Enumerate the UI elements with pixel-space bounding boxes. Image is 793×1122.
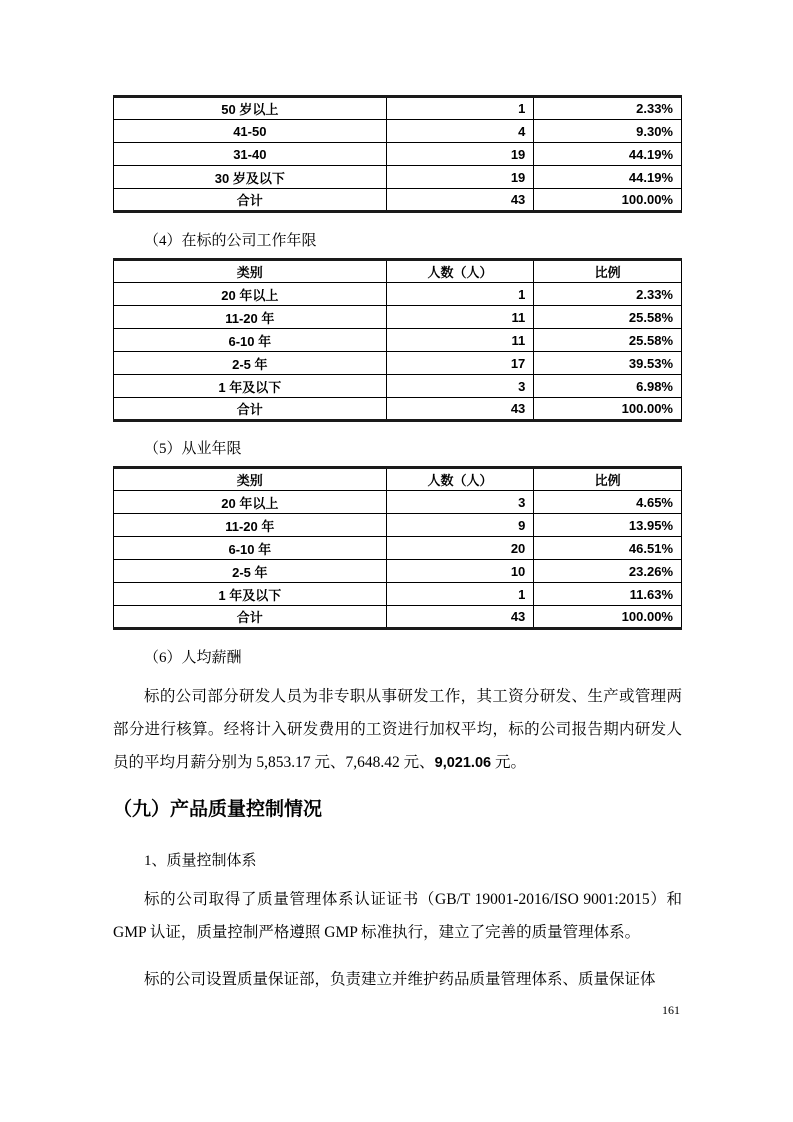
cell-count: 19 — [386, 166, 534, 189]
header-category: 类别 — [114, 260, 387, 283]
cell-ratio: 9.30% — [534, 120, 682, 143]
cell-category: 11-20 年 — [114, 306, 387, 329]
table-row — [114, 143, 682, 166]
cell-ratio: 2.33% — [534, 283, 682, 306]
salary-text-2: 元。 — [491, 754, 526, 771]
cell-ratio: 46.51% — [534, 537, 682, 560]
cell-count: 9 — [386, 514, 534, 537]
cell-category: 合计 — [114, 398, 387, 421]
cell-ratio: 11.63% — [534, 583, 682, 606]
cell-category: 50 岁以上 — [114, 97, 387, 120]
table-total-row — [114, 189, 682, 212]
cell-ratio: 100.00% — [534, 189, 682, 212]
cell-category: 20 年以上 — [114, 491, 387, 514]
table-row — [114, 537, 682, 560]
cell-category: 合计 — [114, 606, 387, 629]
cell-count: 20 — [386, 537, 534, 560]
section-5-title: （5）从业年限 — [144, 441, 242, 457]
cell-category: 20 年以上 — [114, 283, 387, 306]
header-count: 人数（人） — [386, 260, 534, 283]
age-distribution-table — [113, 95, 682, 213]
cell-count: 3 — [386, 375, 534, 398]
industry-experience-table — [113, 466, 682, 630]
cell-ratio: 100.00% — [534, 606, 682, 629]
cell-category: 6-10 年 — [114, 537, 387, 560]
table-header-row — [114, 260, 682, 283]
cell-count: 1 — [386, 97, 534, 120]
cell-count: 43 — [386, 606, 534, 629]
cell-category: 1 年及以下 — [114, 375, 387, 398]
company-tenure-table — [113, 258, 682, 422]
cell-category: 31-40 — [114, 143, 387, 166]
table-row — [114, 97, 682, 120]
cell-ratio: 44.19% — [534, 143, 682, 166]
cell-category: 合计 — [114, 189, 387, 212]
cell-category: 30 岁及以下 — [114, 166, 387, 189]
cell-count: 1 — [386, 283, 534, 306]
cell-count: 43 — [386, 189, 534, 212]
cell-category: 1 年及以下 — [114, 583, 387, 606]
table-row — [114, 514, 682, 537]
table-row — [114, 560, 682, 583]
cell-category: 11-20 年 — [114, 514, 387, 537]
cell-category: 41-50 — [114, 120, 387, 143]
table-row — [114, 491, 682, 514]
table-row — [114, 375, 682, 398]
cell-count: 11 — [386, 329, 534, 352]
cell-count: 10 — [386, 560, 534, 583]
cell-ratio: 44.19% — [534, 166, 682, 189]
cell-category: 2-5 年 — [114, 560, 387, 583]
header-ratio: 比例 — [534, 260, 682, 283]
cell-count: 17 — [386, 352, 534, 375]
header-count: 人数（人） — [386, 468, 534, 491]
cell-ratio: 25.58% — [534, 306, 682, 329]
table-row — [114, 306, 682, 329]
salary-text-1: 标的公司部分研发人员为非专职从事研发工作，其工资分研发、生产或管理两部分进行核算。经将计入研发费用的工资进行加权平均，标的公司报告期内研发人员的平均月薪分别为 5,853.17 元、7,648.42 元、 — [113, 688, 682, 771]
cell-count: 43 — [386, 398, 534, 421]
header-category: 类别 — [114, 468, 387, 491]
cell-ratio: 6.98% — [534, 375, 682, 398]
page-content — [113, 0, 682, 996]
salary-bold-value: 9,021.06 — [434, 755, 492, 771]
section-6-title: （6）人均薪酬 — [144, 650, 242, 666]
cell-ratio: 4.65% — [534, 491, 682, 514]
table-row — [114, 120, 682, 143]
table-row — [114, 329, 682, 352]
cell-ratio: 100.00% — [534, 398, 682, 421]
salary-paragraph — [113, 680, 682, 780]
table-total-row — [114, 398, 682, 421]
quality-assurance-paragraph: 标的公司设置质量保证部，负责建立并维护药品质量管理体系、质量保证体 — [144, 971, 656, 988]
page-number: 161 — [662, 1003, 680, 1017]
cell-count: 3 — [386, 491, 534, 514]
cell-ratio: 39.53% — [534, 352, 682, 375]
section-4-title: （4）在标的公司工作年限 — [144, 233, 317, 249]
cell-ratio: 25.58% — [534, 329, 682, 352]
quality-system-paragraph: 标的公司取得了质量管理体系认证证书（GB/T 19001-2016/ISO 9001:2015）和 GMP 认证，质量控制严格遵照 GMP 标准执行，建立了完善的质量管理体系。 — [113, 891, 682, 941]
cell-category: 6-10 年 — [114, 329, 387, 352]
table-row — [114, 166, 682, 189]
cell-count: 11 — [386, 306, 534, 329]
table-total-row — [114, 606, 682, 629]
cell-ratio: 13.95% — [534, 514, 682, 537]
table-row — [114, 352, 682, 375]
cell-category: 2-5 年 — [114, 352, 387, 375]
cell-count: 19 — [386, 143, 534, 166]
cell-ratio: 2.33% — [534, 97, 682, 120]
header-ratio: 比例 — [534, 468, 682, 491]
table-header-row — [114, 468, 682, 491]
cell-count: 1 — [386, 583, 534, 606]
table-row — [114, 583, 682, 606]
subsection-1-title: 1、质量控制体系 — [144, 853, 257, 869]
section-9-heading: （九）产品质量控制情况 — [113, 799, 323, 820]
table-row — [114, 283, 682, 306]
cell-ratio: 23.26% — [534, 560, 682, 583]
cell-count: 4 — [386, 120, 534, 143]
